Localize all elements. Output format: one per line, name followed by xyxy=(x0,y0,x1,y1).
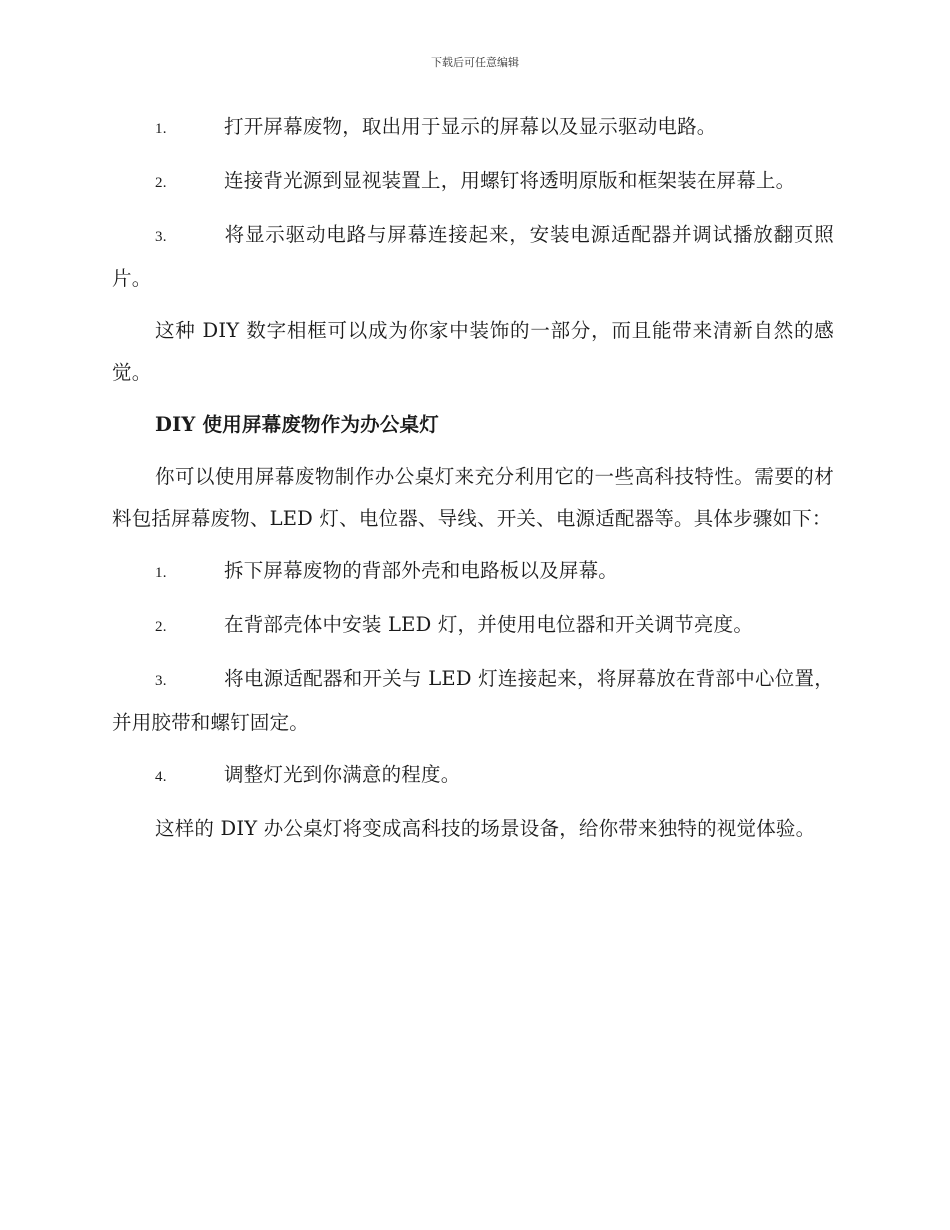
list-text: 拆下屏幕废物的背部外壳和电路板以及屏幕。 xyxy=(224,559,619,582)
list-number: 3. xyxy=(155,229,167,245)
list-text: 调整灯光到你满意的程度。 xyxy=(224,763,461,786)
list-text: 在背部壳体中安装 LED 灯，并使用电位器和开关调节亮度。 xyxy=(224,613,754,636)
list-item xyxy=(112,754,834,798)
paragraph-conclusion: 这种 DIY 数字相框可以成为你家中装饰的一部分，而且能带来清新自然的感觉。 xyxy=(112,319,834,384)
list-number: 2. xyxy=(155,175,167,191)
list-text: 连接背光源到显视装置上，用螺钉将透明原版和框架装在屏幕上。 xyxy=(224,169,796,192)
document-body xyxy=(112,106,834,860)
paragraph-intro: 你可以使用屏幕废物制作办公桌灯来充分利用它的一些高科技特性。需要的材料包括屏幕废物、LED 灯、电位器、导线、开关、电源适配器等。具体步骤如下： xyxy=(112,465,834,530)
list-number: 2. xyxy=(155,619,167,635)
list-item xyxy=(112,604,834,648)
list-item xyxy=(112,160,834,204)
page-header: 下载后可任意编辑 xyxy=(431,56,519,69)
list-text: 将电源适配器和开关与 LED 灯连接起来，将屏幕放在背部中心位置，并用胶带和螺钉固定。 xyxy=(112,667,834,734)
list-number: 1. xyxy=(155,565,167,581)
list-item xyxy=(112,550,834,594)
paragraph-conclusion: 这样的 DIY 办公桌灯将变成高科技的场景设备，给你带来独特的视觉体验。 xyxy=(155,817,816,840)
list-number: 4. xyxy=(155,769,167,785)
list-number: 3. xyxy=(155,673,167,689)
list-item xyxy=(112,106,834,150)
section-heading: DIY 使用屏幕废物作为办公桌灯 xyxy=(155,413,439,436)
list-item xyxy=(112,658,834,744)
list-text: 将显示驱动电路与屏幕连接起来，安装电源适配器并调试播放翻页照片。 xyxy=(112,223,834,290)
list-number: 1. xyxy=(155,121,167,137)
list-text: 打开屏幕废物，取出用于显示的屏幕以及显示驱动电路。 xyxy=(224,115,717,138)
list-item xyxy=(112,214,834,300)
